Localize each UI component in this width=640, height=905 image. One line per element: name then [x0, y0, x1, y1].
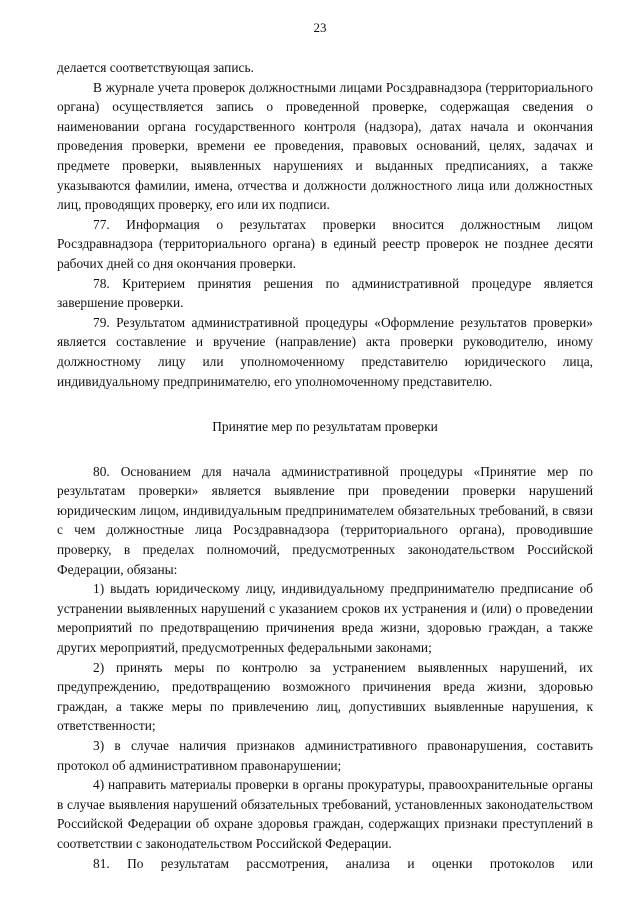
paragraph: 78. Критерием принятия решения по административной процедуре является завершение проверки.: [57, 275, 593, 311]
page-number: 23: [313, 20, 327, 35]
list-item: 2) принять меры по контролю за устранением выявленных нарушений, их предупреждению, предотвращению возможного причинения вреда жизни, здоровью граждан, а также меры по привлечению лиц, допустивших выявленные нарушения, к ответственности;: [57, 659, 593, 734]
paragraph: 77. Информация о результатах проверки вносится должностным лицом Росздравнадзора (территориального органа) в единый реестр проверок не позднее десяти рабочих дней со дня окончания проверки.: [57, 216, 593, 271]
list-item: 1) выдать юридическому лицу, индивидуальному предпринимателю предписание об устранении выявленных нарушений с указанием сроков их устранения и (или) о проведении мероприятий по предотвращению причинения вреда жизни, здоровью граждан, а также других мероприятий, предусмотренных федеральными законами;: [57, 581, 593, 656]
section-heading: Принятие мер по результатам проверки: [212, 419, 438, 435]
paragraph: 81. По результатам рассмотрения, анализа и оценки протоколов или: [93, 855, 593, 871]
paragraph: 80. Основанием для начала административной процедуры «Принятие мер по результатам проверки» является выявление при проведении проверки нарушений юридическим лицом, индивидуальным предпринимателем обязательных требований, в связи с чем должностные лица Росздравнадзора (территориального органа), проводившие проверку, в пределах полномочий, предусмотренных законодательством Российской Федерации, обязаны:: [57, 463, 593, 577]
paragraph: делается соответствующая запись.: [57, 60, 254, 75]
list-item: 3) в случае наличия признаков административного правонарушения, составить протокол об административном правонарушении;: [57, 738, 593, 773]
paragraph: 79. Результатом административной процедуры «Оформление результатов проверки» является составление и вручение (направление) акта проверки руководителю, иному должностному лицу или уполномоченному представителю юридического лица, индивидуальному предпринимателю, его уполномоченному представителю.: [57, 314, 593, 389]
paragraph: В журнале учета проверок должностными лицами Росздравнадзора (территориального органа) осуществляется запись о проведенной проверке, содержащая сведения о наименовании органа государственного контроля (надзора), датах начала и окончания проведения проверки, времени ее проведения, правовых оснований, целях, задачах и предмете проверки, выявленных нарушениях и выданных предписаниях, а также указываются фамилии, имена, отчества и должности должностного лица или должностных лиц, проводящих проверку, его или их подписи.: [57, 79, 593, 213]
document-body: [57, 58, 593, 873]
list-item: 4) направить материалы проверки в органы прокуратуры, правоохранительные органы в случае выявления нарушений обязательных требований, установленных законодательством Российской Федерации об охране здоровья граждан, содержащих признаки преступлений в соответствии с законодательством Российской Федерации.: [57, 777, 593, 851]
